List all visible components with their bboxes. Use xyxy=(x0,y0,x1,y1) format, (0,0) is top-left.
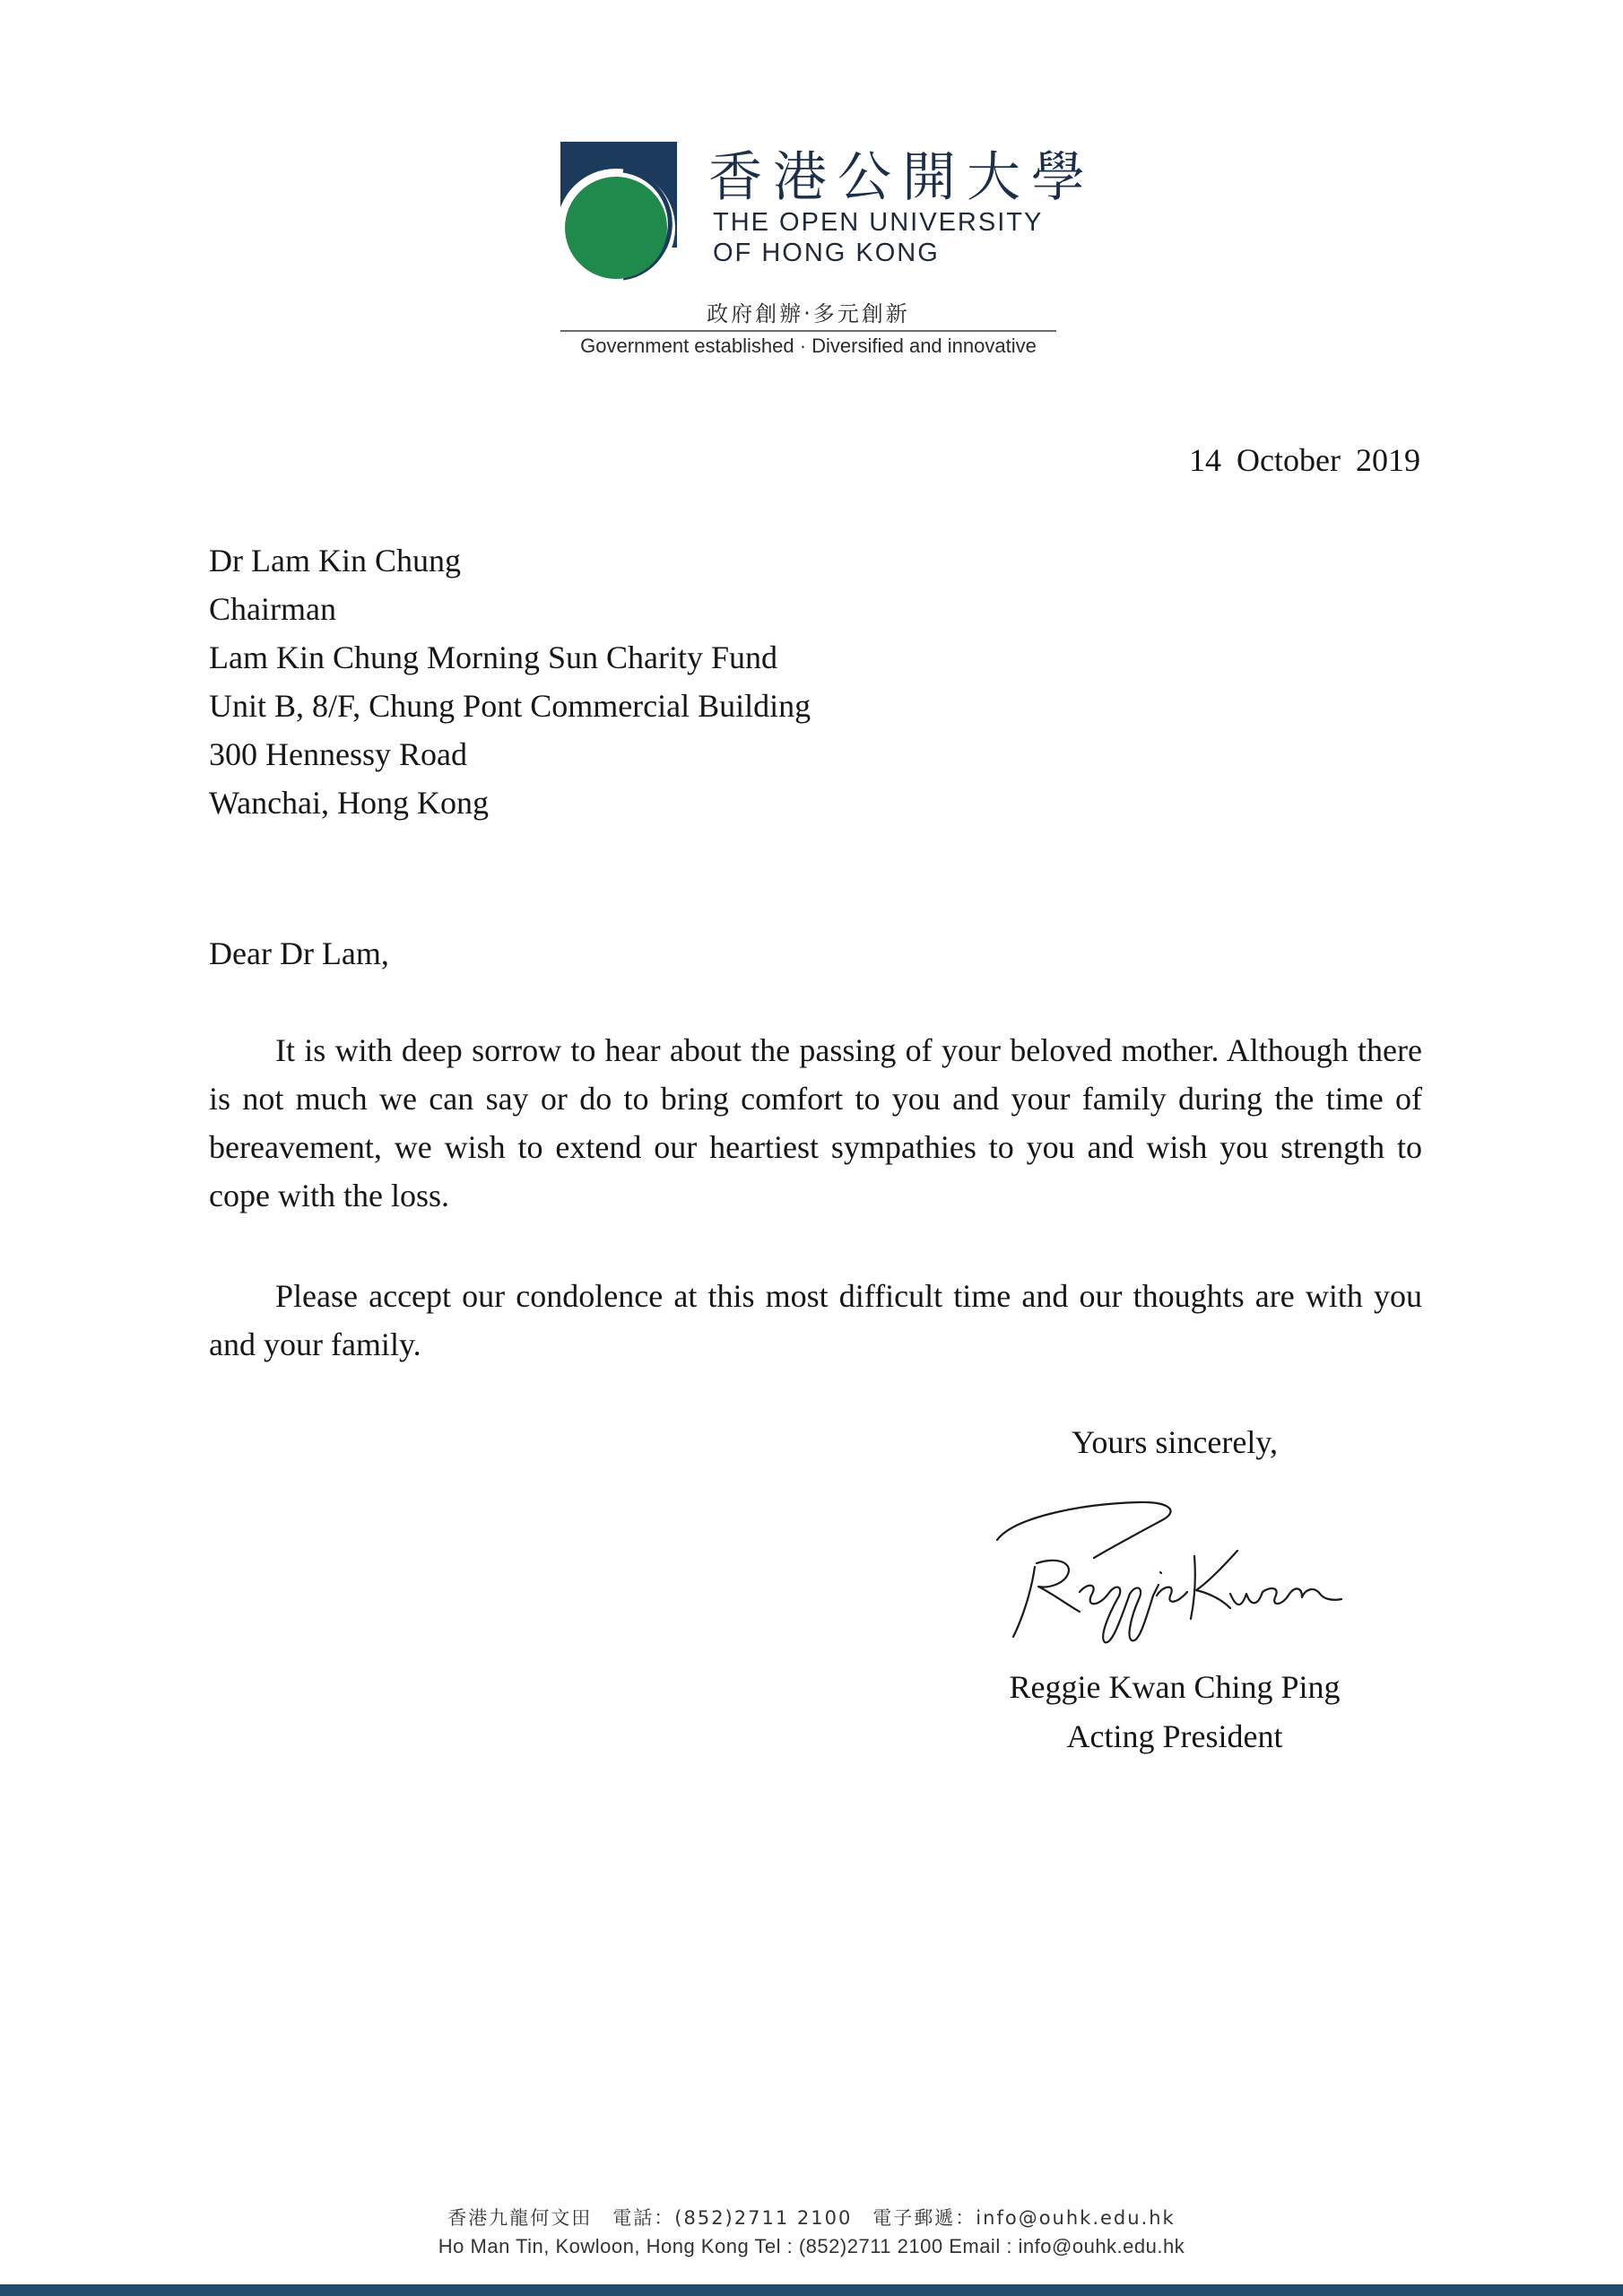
body-paragraph: It is with deep sorrow to hear about the passing of your beloved mother. Although there is not much we can say or do to bring comfort to you and your family during the time of bereavement, we wish to extend our heartiest sympathies to you and wish you strength to cope with the loss. xyxy=(209,1032,1422,1213)
salutation: Dear Dr Lam, xyxy=(209,935,389,971)
recipient-organization: Lam Kin Chung Morning Sun Charity Fund xyxy=(209,639,778,675)
signer-name: Reggie Kwan Ching Ping xyxy=(1009,1669,1341,1705)
recipient-title: Chairman xyxy=(209,591,336,627)
handwritten-signature xyxy=(986,1493,1345,1655)
closing: Yours sincerely, xyxy=(1072,1424,1278,1460)
address-line: Wanchai, Hong Kong xyxy=(209,785,490,821)
body-paragraph: Please accept our condolence at this most difficult time and our thoughts are with you and your family. xyxy=(209,1278,1422,1362)
footer-contact-english: Ho Man Tin, Kowloon, Hong Kong Tel : (852)2711 2100 Email : info@ouhk.edu.hk xyxy=(438,2235,1185,2257)
motto-divider xyxy=(560,330,1056,332)
recipient-name: Dr Lam Kin Chung xyxy=(209,543,461,578)
motto-chinese: 政府創辦‧多元創新 xyxy=(707,301,910,326)
letter-date: 14 October 2019 xyxy=(1189,442,1420,478)
address-line: 300 Hennessy Road xyxy=(209,736,467,772)
university-logo-icon xyxy=(560,142,681,285)
university-name-english-line2: OF HONG KONG xyxy=(713,239,940,267)
university-name-english-line1: THE OPEN UNIVERSITY xyxy=(713,208,1044,237)
footer-color-bar xyxy=(0,2284,1623,2296)
recipient-address xyxy=(209,536,811,827)
motto-english: Government established · Diversified and innovative xyxy=(580,335,1037,357)
address-line: Unit B, 8/F, Chung Pont Commercial Building xyxy=(209,688,812,724)
university-name-chinese: 香港公開大學 xyxy=(708,146,1096,209)
signer-title: Acting President xyxy=(1066,1718,1283,1754)
footer-contact-chinese: 香港九龍何文田 電話：(852)2711 2100 電子郵遞：info@ouhk.edu.hk xyxy=(447,2207,1176,2229)
